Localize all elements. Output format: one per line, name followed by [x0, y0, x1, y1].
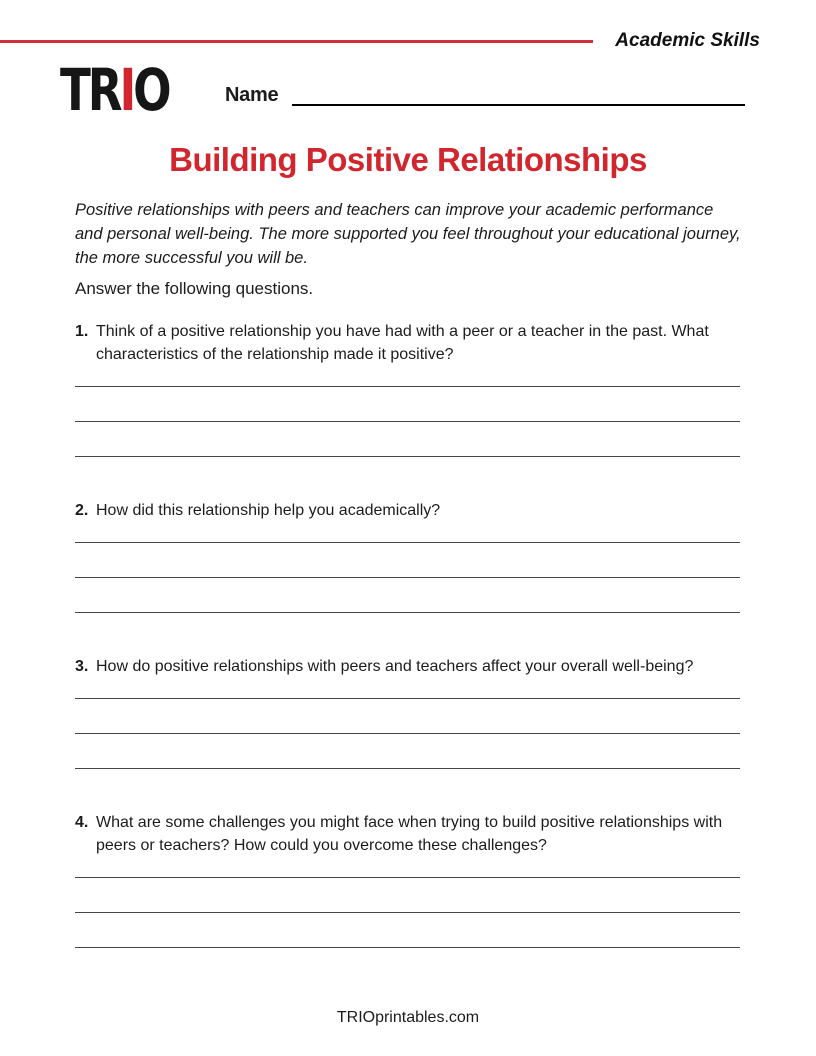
question-row — [75, 320, 740, 366]
answer-line — [75, 543, 740, 578]
answer-lines — [75, 678, 740, 769]
logo-letters-tr: TR — [60, 56, 120, 124]
name-label: Name — [225, 84, 279, 106]
name-blank-line — [292, 78, 745, 106]
question-text: What are some challenges you might face when trying to build positive relationships with peers or teachers? How could you overcome these challenges? — [96, 814, 723, 854]
question-text: How do positive relationships with peers and teachers affect your overall well-being? — [96, 658, 694, 675]
answer-lines — [75, 366, 740, 457]
question-number: 4. — [75, 814, 89, 831]
header-red-rule — [0, 40, 593, 43]
question-number: 2. — [75, 502, 89, 519]
name-field — [225, 78, 745, 106]
answer-line — [75, 422, 740, 457]
instruction-text: Answer the following questions. — [75, 279, 314, 298]
answer-line — [75, 578, 740, 613]
answer-lines — [75, 522, 740, 613]
question-row — [75, 499, 740, 522]
answer-line — [75, 366, 740, 387]
question-text: Think of a positive relationship you have had with a peer or a teacher in the past. What characteristics of the relationship made it positive? — [96, 323, 709, 363]
answer-line — [75, 878, 740, 913]
question-item-1 — [75, 320, 740, 457]
logo-letter-o: O — [133, 56, 169, 124]
footer-website: TRIOprintables.com — [336, 1009, 480, 1026]
question-row — [75, 811, 740, 857]
question-item-3 — [75, 655, 740, 769]
page-header — [0, 30, 760, 52]
question-text: How did this relationship help you academically? — [96, 502, 441, 519]
question-number: 3. — [75, 658, 89, 675]
question-row — [75, 655, 740, 678]
questions-list — [75, 320, 740, 990]
answer-line — [75, 387, 740, 422]
answer-line — [75, 699, 740, 734]
question-number: 1. — [75, 323, 89, 340]
answer-line — [75, 734, 740, 769]
answer-line — [75, 678, 740, 699]
answer-line — [75, 522, 740, 543]
answer-lines — [75, 857, 740, 948]
question-item-2 — [75, 499, 740, 613]
question-item-4 — [75, 811, 740, 948]
answer-line — [75, 857, 740, 878]
logo-letter-i: I — [119, 56, 134, 124]
answer-line — [75, 913, 740, 948]
page-title: Building Positive Relationships — [169, 141, 647, 178]
category-label: Academic Skills — [615, 30, 760, 51]
intro-paragraph: Positive relationships with peers and teachers can improve your academic performance and personal well-being. The more supported you feel throughout your educational journey, the more successful you will be. — [75, 201, 741, 267]
trio-logo — [60, 56, 169, 124]
